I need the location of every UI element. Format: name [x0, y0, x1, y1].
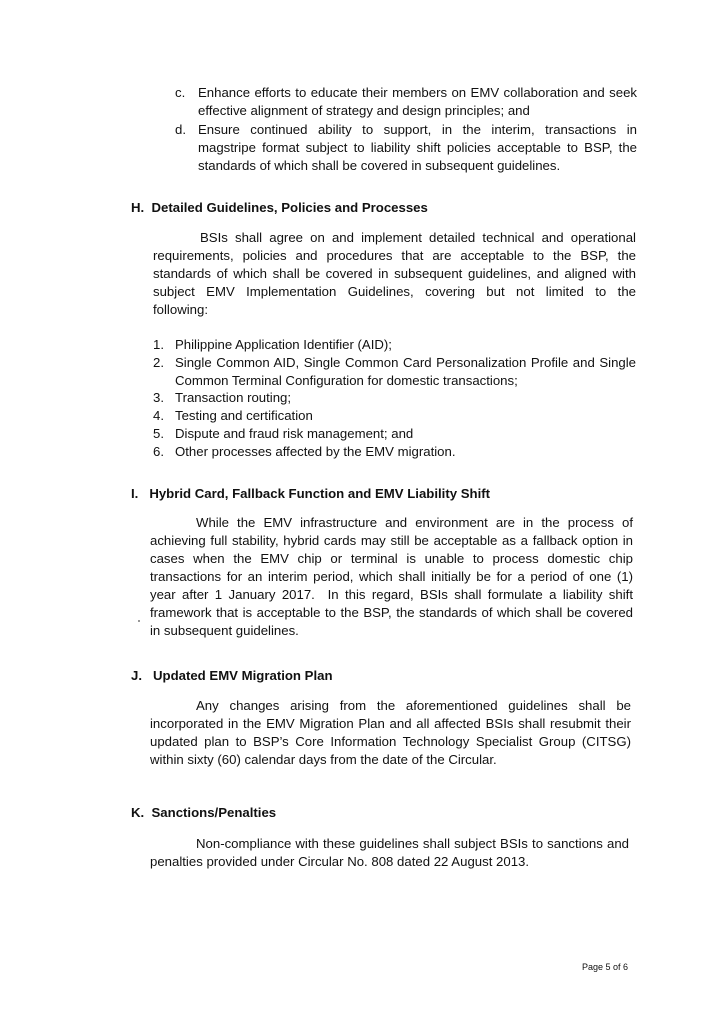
- paragraph-line: penalties provided under Circular No. 808 dated 22 August 2013.: [150, 854, 530, 869]
- list-marker: c.: [175, 85, 186, 100]
- paragraph-line: standards of which shall be covered in subsequent guidelines, and aligned with: [153, 266, 636, 281]
- paragraph-line: year after 1 January 2017. In this regard, BSIs shall formulate a liability shift: [150, 587, 633, 602]
- list-item-text: effective alignment of strategy and design principles; and: [198, 103, 530, 118]
- paragraph-line: following:: [153, 302, 208, 317]
- list-item-text: Other processes affected by the EMV migration.: [175, 444, 456, 459]
- paragraph-line: subject EMV Implementation Guidelines, covering but not limited to the: [153, 284, 636, 299]
- paragraph-line: achieving full stability, hybrid cards may still be acceptable as a fallback option in: [150, 533, 633, 548]
- section-h-heading: H. Detailed Guidelines, Policies and Processes: [131, 200, 428, 215]
- section-k-heading: K. Sanctions/Penalties: [131, 805, 277, 820]
- scan-speck: [138, 620, 140, 622]
- paragraph-line: cases when the EMV chip or terminal is unable to process domestic chip: [150, 551, 633, 566]
- list-item-text: Ensure continued ability to support, in the interim, transactions in: [198, 122, 637, 137]
- paragraph-line: in subsequent guidelines.: [150, 623, 299, 638]
- list-item-text: Transaction routing;: [175, 390, 292, 405]
- paragraph-line: framework that is acceptable to the BSP, the standards of which shall be covered: [150, 605, 633, 620]
- list-marker: 6.: [153, 444, 164, 459]
- list-marker: 2.: [153, 355, 164, 370]
- list-item-text: magstripe format subject to liability shift policies acceptable to BSP, the: [198, 140, 637, 155]
- section-i-heading: I. Hybrid Card, Fallback Function and EMV Liability Shift: [131, 486, 491, 501]
- paragraph-line: While the EMV infrastructure and environment are in the process of: [196, 515, 633, 530]
- list-item-text: Common Terminal Configuration for domestic transactions;: [175, 373, 518, 388]
- paragraph-line: incorporated in the EMV Migration Plan and all affected BSIs shall resubmit their: [150, 716, 631, 731]
- list-marker: 1.: [153, 337, 164, 352]
- list-marker: 4.: [153, 408, 164, 423]
- section-j-heading: J. Updated EMV Migration Plan: [131, 668, 333, 683]
- list-marker: 5.: [153, 426, 164, 441]
- page-number: Page 5 of 6: [582, 962, 629, 972]
- list-item-text: Dispute and fraud risk management; and: [175, 426, 414, 441]
- paragraph-line: Any changes arising from the aforementioned guidelines shall be: [196, 698, 631, 713]
- list-marker: 3.: [153, 390, 164, 405]
- paragraph-line: Non-compliance with these guidelines shall subject BSIs to sanctions and: [196, 836, 629, 851]
- paragraph-line: requirements, policies and procedures that are acceptable to the BSP, the: [153, 248, 636, 263]
- paragraph-line: updated plan to BSP’s Core Information Technology Specialist Group (CITSG): [150, 734, 631, 749]
- list-item-text: Single Common AID, Single Common Card Personalization Profile and Single: [175, 355, 636, 370]
- list-item-text: Testing and certification: [175, 408, 313, 423]
- paragraph-line: BSIs shall agree on and implement detailed technical and operational: [200, 230, 636, 245]
- list-item-text: Philippine Application Identifier (AID);: [175, 337, 392, 352]
- paragraph-line: transactions for an interim period, which shall initially be for a period of one (1): [150, 569, 633, 584]
- list-item-text: Enhance efforts to educate their members on EMV collaboration and seek: [198, 85, 637, 100]
- paragraph-line: within sixty (60) calendar days from the date of the Circular.: [150, 752, 497, 767]
- list-marker: d.: [175, 122, 186, 137]
- list-item-text: standards of which shall be covered in subsequent guidelines.: [198, 158, 561, 173]
